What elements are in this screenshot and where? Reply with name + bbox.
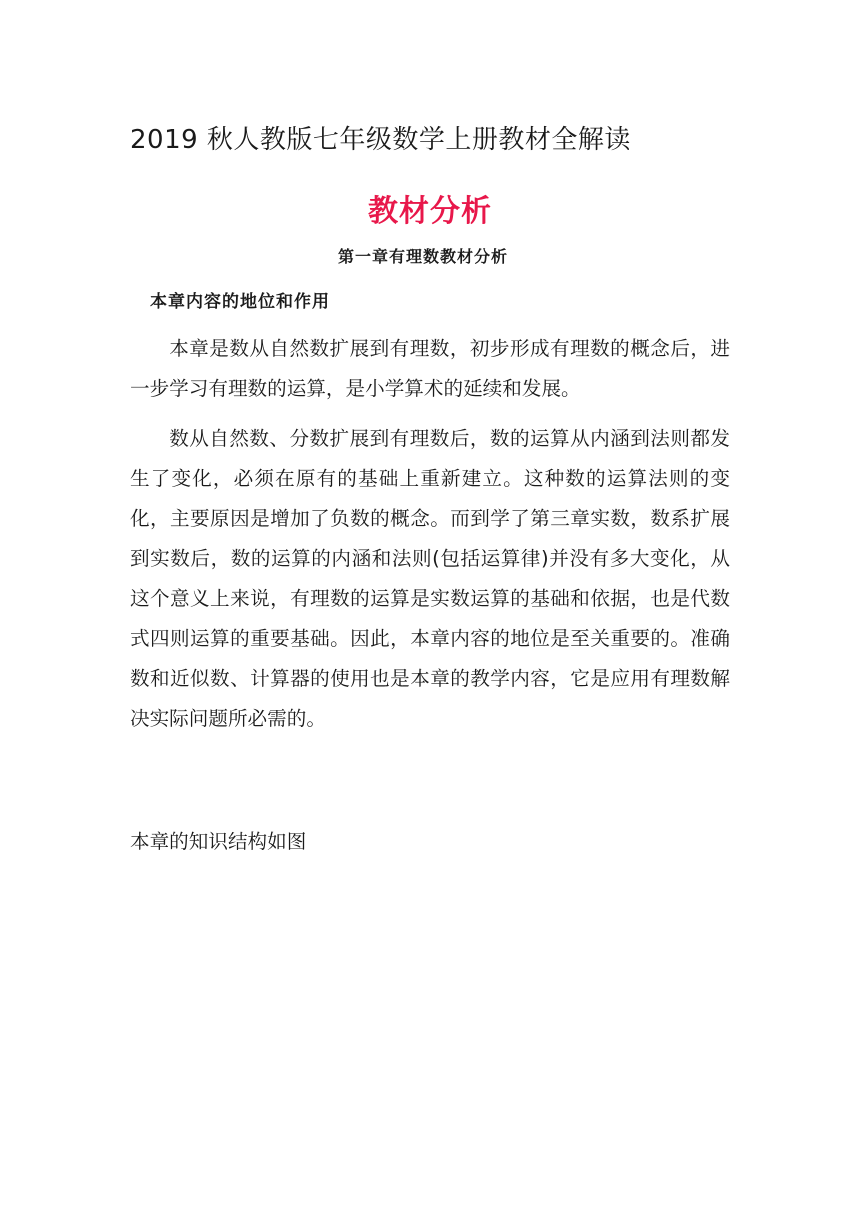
paragraph-1: 本章是数从自然数扩展到有理数，初步形成有理数的概念后，进一步学习有理数的运算，是小学算术的延续和发展。	[130, 337, 730, 400]
figure-caption: 本章的知识结构如图	[130, 830, 307, 853]
paragraph-2: 数从自然数、分数扩展到有理数后，数的运算从内涵到法则都发生了变化，必须在原有的基础上重新建立。这种数的运算法则的变化，主要原因是增加了负数的概念。而到学了第三章实数，数系扩展到实数后，数的运算的内涵和法则(包括运算律)并没有多大变化，从这个意义上来说，有理数的运算是实数运算的基础和依据，也是代数式四则运算的重要基础。因此，本章内容的地位是至关重要的。准确数和近似数、计算器的使用也是本章的教学内容，它是应用有理数解决实际问题所必需的。	[130, 427, 730, 730]
document-title: 2019 秋人教版七年级数学上册教材全解读	[130, 125, 631, 155]
chapter-title: 第一章有理数教材分析	[337, 247, 508, 266]
sub-heading: 本章内容的地位和作用	[150, 292, 330, 312]
section-title: 教材分析	[368, 194, 492, 229]
